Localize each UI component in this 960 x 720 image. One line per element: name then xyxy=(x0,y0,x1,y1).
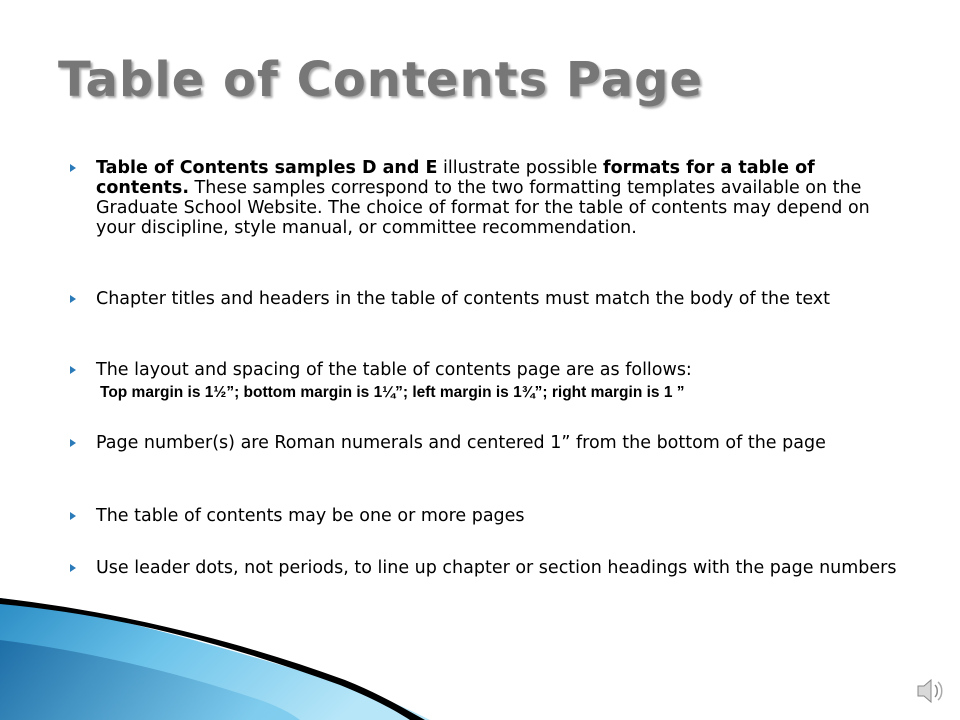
plain-text: These samples correspond to the two formatting templates available on the Graduate School Website. The choice of format for the table of contents may depend on your discipline, style manual, or committee recommendation. xyxy=(96,178,870,238)
bullet-text: Page number(s) are Roman numerals and centered 1” from the bottom of the page xyxy=(96,433,826,453)
emphasis-samples: Table of Contents samples D and E xyxy=(96,158,438,178)
bullet-item-layout xyxy=(70,360,908,380)
arrow-bullet-icon xyxy=(70,164,76,172)
bullet-text xyxy=(96,158,908,238)
emphasis-formats: formats for a table of contents. xyxy=(96,158,815,198)
arrow-bullet-icon xyxy=(70,564,76,572)
bullet-item-chapter-titles xyxy=(70,289,908,309)
page-title: Table of Contents Page xyxy=(58,52,704,108)
arrow-bullet-icon xyxy=(70,295,76,303)
arrow-bullet-icon xyxy=(70,512,76,520)
bullet-item-formats xyxy=(70,158,908,238)
bullet-item-page-numbers xyxy=(70,433,908,453)
margin-specs: Top margin is 1½”; bottom margin is 1¼”; left margin is 1¾”; right margin is 1 ” xyxy=(100,384,685,401)
bullet-text: Chapter titles and headers in the table of contents must match the body of the text xyxy=(96,289,831,309)
arrow-bullet-icon xyxy=(70,366,76,374)
arrow-bullet-icon xyxy=(70,439,76,447)
bullet-text: Use leader dots, not periods, to line up chapter or section headings with the page numbers xyxy=(96,558,897,578)
bullet-item-pages xyxy=(70,506,908,526)
speaker-icon[interactable] xyxy=(914,674,948,708)
bullet-item-leader-dots xyxy=(70,558,908,578)
bullet-text: The table of contents may be one or more pages xyxy=(96,506,525,526)
plain-text: illustrate possible xyxy=(437,158,603,178)
bullet-text: The layout and spacing of the table of contents page are as follows: xyxy=(96,360,692,380)
